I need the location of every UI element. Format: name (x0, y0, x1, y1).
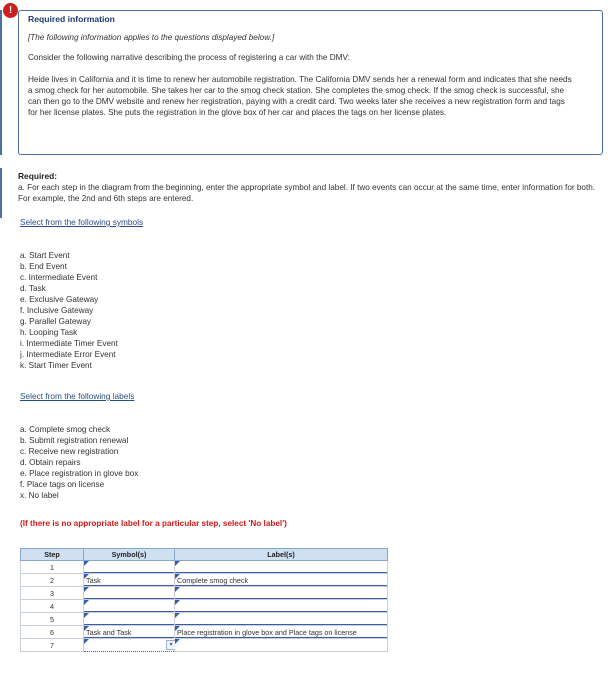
info-note: [The following information applies to the questions displayed below.] (28, 33, 275, 42)
label-select[interactable] (175, 613, 388, 626)
edit-marker-icon (175, 600, 180, 605)
list-item: k. Start Timer Event (20, 361, 92, 370)
info-title: Required information (28, 14, 115, 24)
edit-marker-icon (175, 561, 180, 566)
table-header-row (21, 549, 388, 561)
labels-heading-link[interactable]: Select from the following labels (20, 391, 135, 401)
symbol-select[interactable] (84, 600, 175, 613)
edit-marker-icon (84, 587, 89, 592)
symbol-value: Task (86, 575, 101, 585)
required-heading: Required: (18, 171, 58, 181)
edit-marker-icon (175, 574, 180, 579)
edit-marker-icon (84, 561, 89, 566)
list-item: g. Parallel Gateway (20, 317, 91, 326)
symbol-select[interactable] (84, 574, 175, 587)
list-item: c. Intermediate Event (20, 273, 98, 282)
symbol-select[interactable] (84, 626, 175, 639)
list-item: b. Submit registration renewal (20, 436, 129, 445)
table-row (21, 613, 388, 626)
table-row (21, 600, 388, 613)
step-number: 1 (21, 561, 84, 574)
list-item: j. Intermediate Error Event (20, 350, 116, 359)
label-column-header: Label(s) (175, 549, 388, 561)
edit-marker-icon (175, 587, 180, 592)
info-narrative: Heide lives in California and it is time to renew her automobile registration. The California DMV sends her a renewal form and indicates that she needs a smog check for her automobile. She takes her car to the smog check station. She completes the smog check. If the smog check is successful, she can then go to the DMV website and renew her registration, paying with a credit card. Two weeks later she receives a new registration form and tags for her license plates. She puts the registration in the glove box of her car and places the tags on her license plates. (28, 75, 572, 117)
label-select[interactable] (175, 626, 388, 639)
symbol-select[interactable] (84, 639, 175, 652)
list-item: i. Intermediate Timer Event (20, 339, 118, 348)
list-item: f. Place tags on license (20, 480, 105, 489)
dropdown-arrow-icon[interactable]: ▾ (166, 640, 176, 650)
labels-list (20, 424, 138, 501)
list-item: e. Place registration in glove box (20, 469, 139, 478)
symbol-select[interactable] (84, 613, 175, 626)
left-edge-marker (0, 10, 2, 155)
list-item: e. Exclusive Gateway (20, 295, 99, 304)
step-number: 7 (21, 639, 84, 652)
table-row (21, 639, 388, 652)
symbols-heading-link[interactable]: Select from the following symbols (20, 217, 144, 227)
label-select[interactable] (175, 639, 388, 652)
table-row (21, 561, 388, 574)
step-number: 2 (21, 574, 84, 587)
table-row (21, 587, 388, 600)
list-item: x. No label (20, 491, 59, 500)
symbol-value: Task and Task (86, 627, 132, 637)
edit-marker-icon (84, 626, 89, 631)
label-select[interactable] (175, 587, 388, 600)
list-item: f. Inclusive Gateway (20, 306, 94, 315)
table-row (21, 626, 388, 639)
alert-icon: ! (3, 3, 18, 18)
no-label-note: (If there is no appropriate label for a particular step, select 'No label') (20, 519, 287, 528)
label-value: Complete smog check (177, 575, 249, 585)
edit-marker-icon (84, 639, 89, 644)
label-value: Place registration in glove box and Place tags on license (177, 627, 357, 637)
list-item: c. Receive new registration (20, 447, 119, 456)
edit-marker-icon (84, 574, 89, 579)
label-select[interactable] (175, 561, 388, 574)
step-number: 4 (21, 600, 84, 613)
edit-marker-icon (84, 600, 89, 605)
list-item: a. Start Event (20, 251, 70, 260)
symbol-select[interactable] (84, 587, 175, 600)
list-item: d. Task (20, 284, 46, 293)
list-item: b. End Event (20, 262, 67, 271)
step-column-header: Step (21, 549, 84, 561)
required-part-a: a. For each step in the diagram from the beginning, enter the appropriate symbol and label. If two events can occur at the same time, enter information for both. For example, the 2nd and 6th steps are entered. (18, 183, 596, 203)
list-item: d. Obtain repairs (20, 458, 81, 467)
left-edge-marker (0, 168, 2, 218)
edit-marker-icon (175, 639, 180, 644)
edit-marker-icon (175, 613, 180, 618)
info-intro: Consider the following narrative describing the process of registering a car with the DMV: (28, 53, 350, 62)
label-select[interactable] (175, 574, 388, 587)
table-row (21, 574, 388, 587)
step-number: 5 (21, 613, 84, 626)
edit-marker-icon (175, 626, 180, 631)
symbols-list (20, 250, 118, 371)
edit-marker-icon (84, 613, 89, 618)
answer-table (20, 548, 388, 652)
step-number: 6 (21, 626, 84, 639)
list-item: a. Complete smog check (20, 425, 111, 434)
step-number: 3 (21, 587, 84, 600)
symbol-column-header: Symbol(s) (84, 549, 175, 561)
symbol-select[interactable] (84, 561, 175, 574)
label-select[interactable] (175, 600, 388, 613)
list-item: h. Looping Task (20, 328, 78, 337)
